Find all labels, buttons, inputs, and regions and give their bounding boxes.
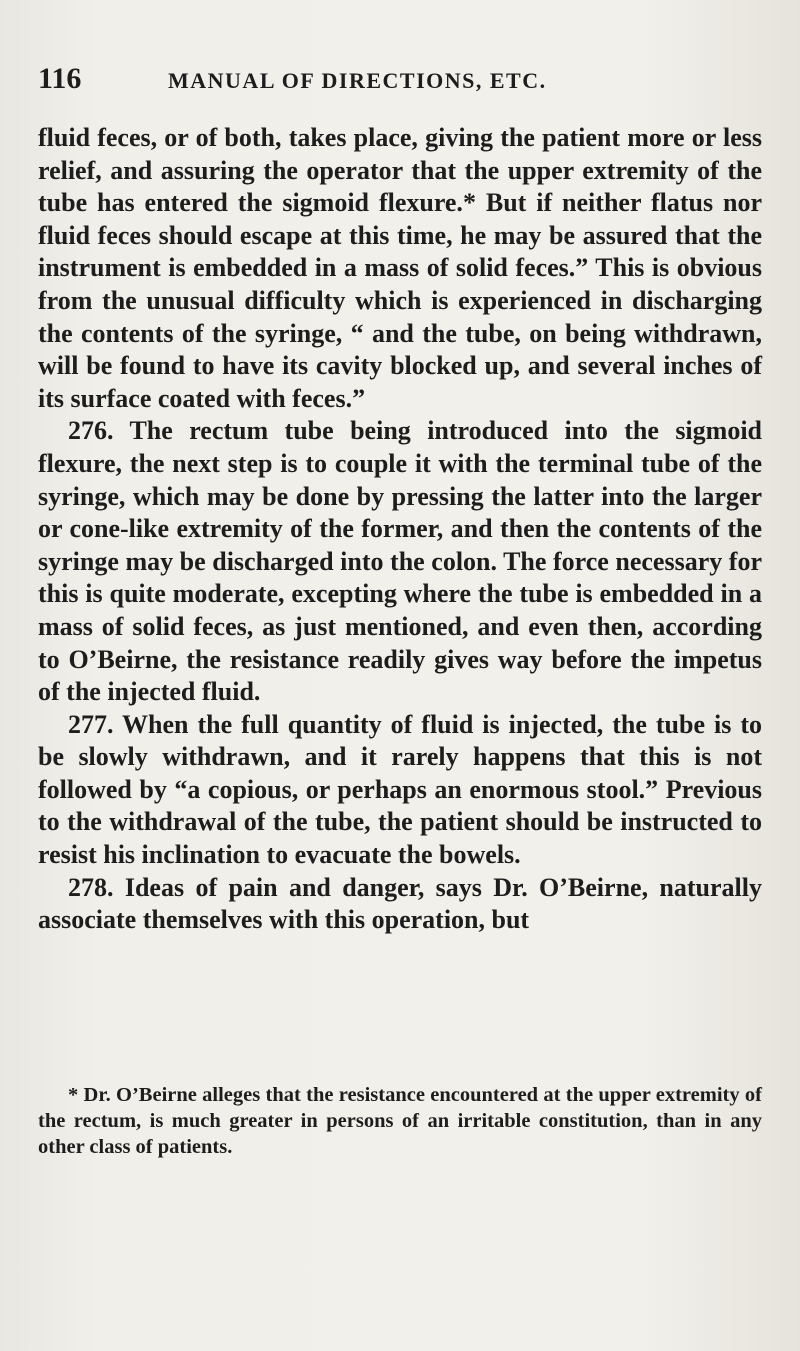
paragraph-277: 277. When the full quantity of fluid is injected, the tube is to be slowly withdrawn, and it rarely happens that this is not followed by “a copious, or perhaps an enormous stool.” Previous to the withdrawal of the tube, the patient should be instructed to resist his inclination to evacuate the bowels. <box>38 709 762 870</box>
footnote-marker: * <box>462 188 476 218</box>
page-header <box>38 62 762 102</box>
footnote-text: * Dr. O’Beirne alleges that the resistance encountered at the upper extremity of the rectum, is much greater in persons of an irritable constitution, than in any other class of patients. <box>38 1084 762 1158</box>
paragraph-278: 278. Ideas of pain and danger, says Dr. O’Beirne, naturally associate themselves with this operation, but <box>38 872 762 935</box>
page-number: 116 <box>38 62 82 95</box>
paragraph-text: But if neither flatus nor fluid feces should escape at this time, he may be assured that the instrument is embedded in a mass of solid feces.” This is obvious from the unusual difficulty which is experienced in discharging the contents of the syringe, “ and the tube, on being withdrawn, will be found to have its cavity blocked up, and several inches of its surface coated with feces.” <box>38 188 762 413</box>
paragraph-continuation <box>38 122 762 415</box>
body-text <box>38 122 762 937</box>
running-head: MANUAL OF DIRECTIONS, ETC. <box>168 68 547 93</box>
paragraph-276: 276. The rectum tube being introduced into the sigmoid flexure, the next step is to couple it with the terminal tube of the syringe, which may be done by pressing the latter into the larger or cone-like extremity of the former, and then the contents of the syringe may be discharged into the colon. The force necessary for this is quite moderate, excepting where the tube is embedded in a mass of solid feces, as just mentioned, and even then, according to O’Beirne, the resistance readily gives way before the impetus of the injected fluid. <box>38 416 762 707</box>
footnote <box>38 1082 762 1160</box>
paragraph-text: fluid feces, or of both, takes place, giving the patient more or less relief, and assuring the operator that the upper extremity of the tube has entered the sigmoid flexure. <box>38 123 762 218</box>
